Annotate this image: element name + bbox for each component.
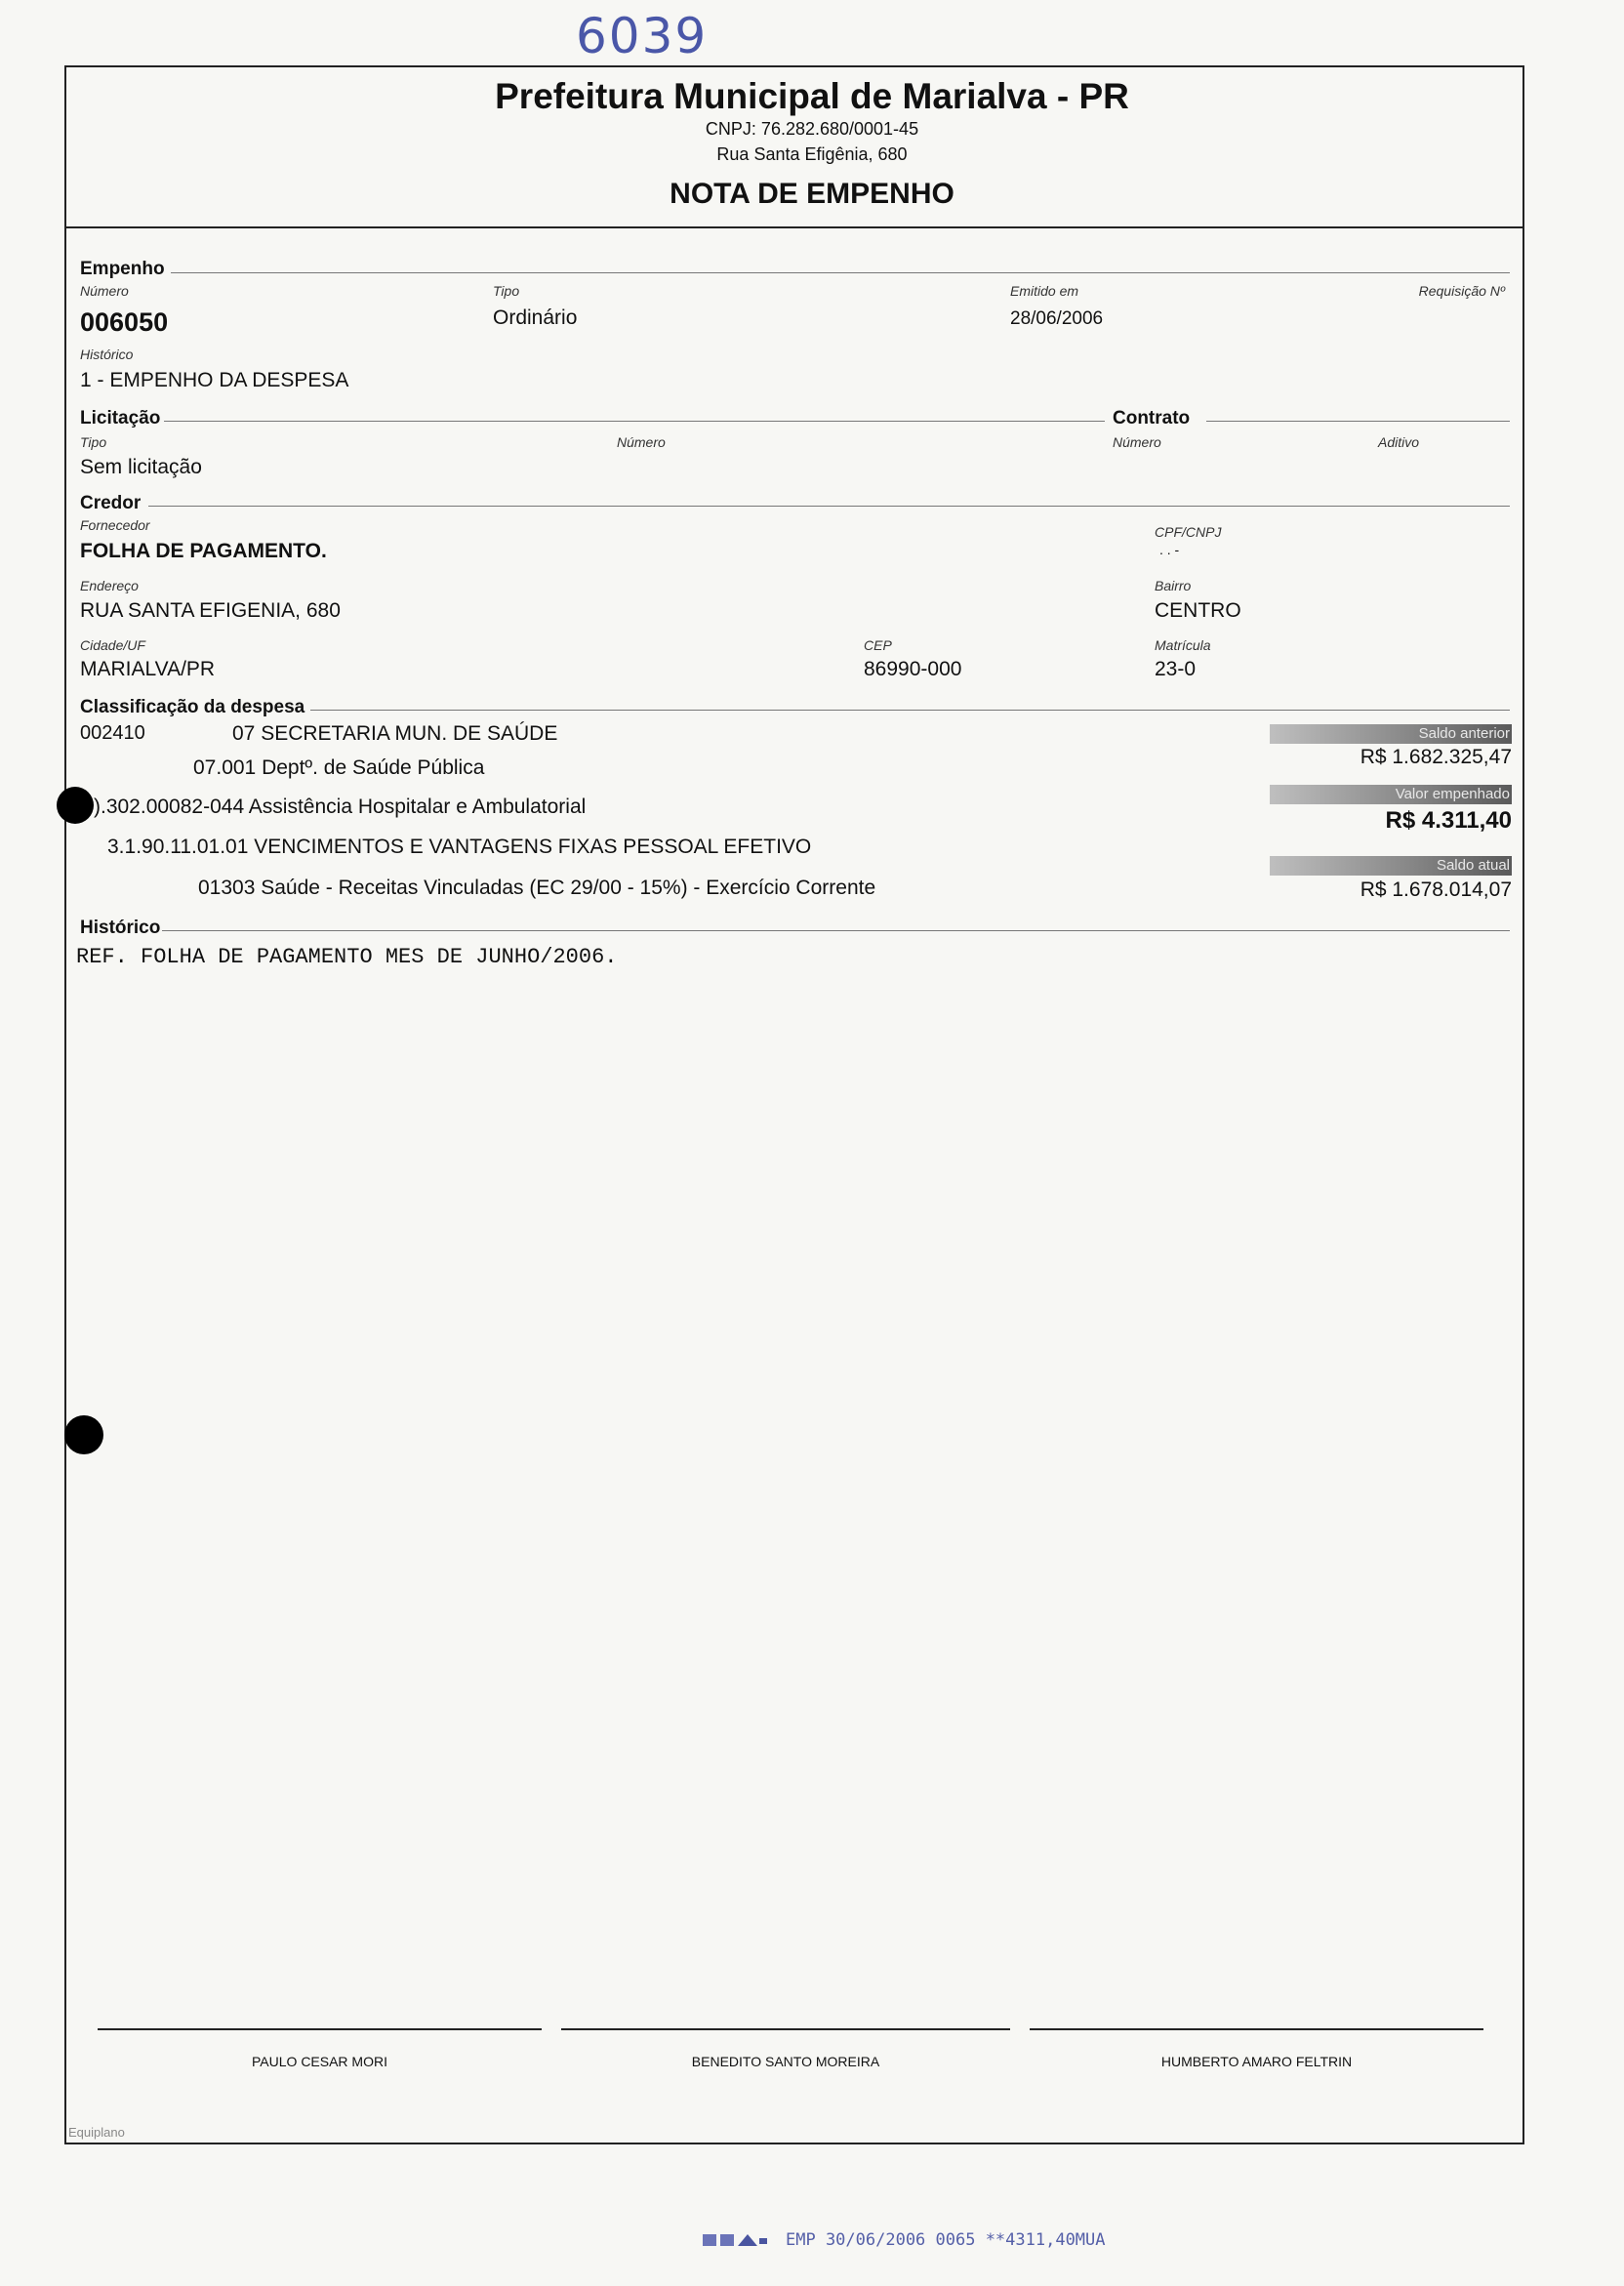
historico-text: REF. FOLHA DE PAGAMENTO MES DE JUNHO/2006. bbox=[76, 945, 618, 969]
classificacao-unidade: 07.001 Deptº. de Saúde Pública bbox=[193, 756, 485, 779]
cidade-label: Cidade/UF bbox=[80, 637, 145, 653]
licitacao-tipo-label: Tipo bbox=[80, 434, 107, 450]
hole-punch bbox=[57, 787, 94, 824]
classificacao-programa: ).302.00082-044 Assistência Hospitalar e Ambulatorial bbox=[94, 796, 587, 818]
software-name: Equiplano bbox=[68, 2125, 125, 2140]
org-address: Rua Santa Efigênia, 680 bbox=[716, 144, 908, 164]
signature-line bbox=[1030, 2028, 1483, 2030]
section-line bbox=[162, 930, 1510, 931]
classificacao-code: 002410 bbox=[80, 722, 145, 744]
section-credor: Credor bbox=[80, 493, 142, 513]
licitacao-tipo: Sem licitação bbox=[80, 456, 202, 478]
cep-label: CEP bbox=[864, 637, 892, 653]
section-line bbox=[310, 710, 1510, 711]
cpf-value: . . - bbox=[1159, 542, 1180, 557]
historico-label: Histórico bbox=[80, 347, 134, 362]
org-title: Prefeitura Municipal de Marialva - PR bbox=[495, 76, 1129, 116]
section-line bbox=[171, 272, 1510, 273]
signature-name: PAULO CESAR MORI bbox=[252, 2054, 387, 2069]
emitido-label: Emitido em bbox=[1010, 283, 1079, 299]
matricula-label: Matrícula bbox=[1155, 637, 1211, 653]
fornecedor-label: Fornecedor bbox=[80, 517, 150, 533]
classificacao-elemento: 3.1.90.11.01.01 VENCIMENTOS E VANTAGENS FIXAS PESSOAL EFETIVO bbox=[107, 836, 812, 858]
licitacao-numero-label: Número bbox=[617, 434, 666, 450]
cpf-label: CPF/CNPJ bbox=[1155, 524, 1222, 540]
document-title: NOTA DE EMPENHO bbox=[670, 178, 954, 210]
cep: 86990-000 bbox=[864, 658, 962, 680]
classificacao-recurso: 01303 Saúde - Receitas Vinculadas (EC 29/00 - 15%) - Exercício Corrente bbox=[198, 877, 876, 899]
org-cnpj: CNPJ: 76.282.680/0001-45 bbox=[705, 119, 919, 139]
section-contrato: Contrato bbox=[1113, 408, 1191, 429]
saldo-anterior: R$ 1.682.325,47 bbox=[1360, 746, 1512, 768]
numero-label: Número bbox=[80, 283, 129, 299]
endereco: RUA SANTA EFIGENIA, 680 bbox=[80, 599, 341, 622]
bairro: CENTRO bbox=[1155, 599, 1241, 622]
saldo-atual-label: Saldo atual bbox=[1270, 856, 1512, 876]
empenho-numero: 006050 bbox=[80, 307, 169, 337]
endereco-label: Endereço bbox=[80, 578, 139, 593]
signature-name: BENEDITO SANTO MOREIRA bbox=[691, 2054, 880, 2069]
tipo-label: Tipo bbox=[493, 283, 520, 299]
emitido-data: 28/06/2006 bbox=[1010, 308, 1104, 329]
signature-line bbox=[98, 2028, 542, 2030]
saldo-atual: R$ 1.678.014,07 bbox=[1360, 878, 1512, 901]
matricula: 23-0 bbox=[1155, 658, 1197, 680]
handwritten-number: 6039 bbox=[576, 8, 709, 64]
valor-empenhado: R$ 4.311,40 bbox=[1385, 807, 1512, 834]
header-divider bbox=[64, 226, 1524, 228]
saldo-anterior-label: Saldo anterior bbox=[1270, 724, 1512, 744]
stamp-logo bbox=[701, 2230, 769, 2250]
valor-empenhado-label: Valor empenhado bbox=[1270, 785, 1512, 804]
contrato-numero-label: Número bbox=[1113, 434, 1161, 450]
section-empenho: Empenho bbox=[80, 259, 165, 279]
hole-punch bbox=[64, 1415, 103, 1454]
section-line bbox=[1206, 421, 1510, 422]
protocol-stamp: EMP 30/06/2006 0065 **4311,40MUA bbox=[786, 2230, 1106, 2250]
fornecedor: FOLHA DE PAGAMENTO. bbox=[80, 540, 327, 562]
section-licitacao: Licitação bbox=[80, 408, 161, 429]
classificacao-orgao: 07 SECRETARIA MUN. DE SAÚDE bbox=[232, 722, 558, 745]
cidade: MARIALVA/PR bbox=[80, 658, 216, 680]
section-classificacao: Classificação da despesa bbox=[80, 697, 305, 717]
bairro-label: Bairro bbox=[1155, 578, 1192, 593]
signature-name: HUMBERTO AMARO FELTRIN bbox=[1160, 2054, 1353, 2069]
requisicao-label: Requisição Nº bbox=[1418, 283, 1505, 299]
signature-line bbox=[561, 2028, 1010, 2030]
section-historico: Histórico bbox=[80, 918, 161, 938]
empenho-historico: 1 - EMPENHO DA DESPESA bbox=[80, 369, 349, 391]
section-line bbox=[148, 506, 1510, 507]
contrato-aditivo-label: Aditivo bbox=[1378, 434, 1420, 450]
section-line bbox=[164, 421, 1105, 422]
empenho-tipo: Ordinário bbox=[493, 306, 578, 329]
